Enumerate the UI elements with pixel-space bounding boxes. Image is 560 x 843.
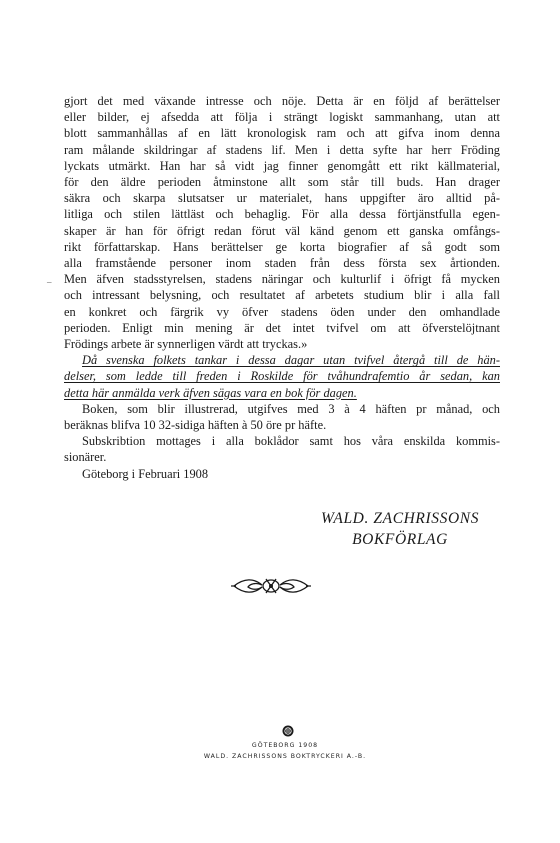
text-line: säkra och skarpa slutsatser ur materialet, hans uppgifter äro alltid på- — [64, 191, 500, 206]
ornament-icon — [230, 574, 312, 598]
text-line: Subskribtion mottages i alla boklådor samt hos våra enskilda kommis- — [82, 434, 500, 449]
dateline-text: Göteborg i Februari 1908 — [82, 466, 209, 481]
dateline — [64, 466, 500, 482]
text-line: och intressant belysning, och resultatet af arbetets studium blir i alla fall — [64, 288, 500, 303]
printer-imprint — [150, 740, 420, 762]
text-line: en konkret och färgrik vy öfver stadens öden under den omhandlade — [64, 304, 500, 319]
text-line: beräknas blifva 10 32-sidiga häften à 50 öre pr häfte. — [64, 418, 327, 433]
text-line: litliga och stilen lättläst och behaglig. För alla dessa förtjänstfulla egen- — [64, 207, 500, 222]
text-line: eller bilder, ej afsedda att följa i strängt logiskt sammanhang, utan att — [64, 110, 500, 125]
publisher-name: WALD. ZACHRISSONS — [320, 510, 480, 527]
text-line: perioden. Enligt min mening är det intet tvifvel om att öfverstelöjtnant — [64, 320, 500, 335]
quote-line: Då svenska folkets tankar i dessa dagar utan tvifvel återgå till de hän- — [82, 353, 500, 368]
text-line: rikt författarskap. Hans berättelser ge korta biografier af så godt som — [64, 239, 500, 254]
publication-paragraph — [64, 401, 500, 433]
publisher-signature — [290, 508, 510, 550]
margin-mark: _ — [47, 274, 52, 284]
text-line: blott sammanhållas af en lätt kronologisk ram och att gifva inom denna — [64, 126, 500, 141]
body-paragraph — [64, 93, 500, 352]
subscription-paragraph — [64, 433, 500, 465]
imprint-printer: WALD. ZACHRISSONS BOKTRYCKERI A.-B. — [203, 753, 367, 760]
quote-paragraph — [64, 352, 500, 401]
text-line: lyckats utmärkt. Han har så vidt jag finner genomgått ett rikt källmaterial, — [64, 158, 500, 173]
text-line: sionärer. — [64, 450, 107, 465]
imprint-place-year: GÖTEBORG 1908 — [251, 742, 319, 749]
printer-emblem-icon — [282, 725, 294, 737]
quote-line: detta här anmälda verk äfven sägas vara en bok för dagen. — [64, 385, 357, 400]
text-line: alla framstående personer inom staden från dess första sex årtionden. — [64, 256, 500, 271]
text-line: gjort det med växande intresse och nöje. Detta är en följd af berättelser — [64, 94, 500, 108]
quote-line: delser, som ledde till freden i Roskilde för tvåhundrafemtio år sedan, kan — [64, 369, 500, 384]
text-line: Frödings arbete är synnerligen värdt att tryckas.» — [64, 337, 308, 352]
text-line: ram målande skildringar af stadens lif. Men i detta syfte har herr Fröding — [64, 142, 500, 157]
text-line: skaper är han för öfrigt redan förut väl känd genom ett ganska omfångs- — [64, 223, 500, 238]
text-line: för den äldre perioden åtminstone allt som står till buds. Han drager — [64, 175, 500, 190]
page-text — [64, 93, 500, 482]
publisher-division: BOKFÖRLAG — [352, 531, 448, 548]
text-line: Boken, som blir illustrerad, utgifves med 3 à 4 häften pr månad, och — [82, 401, 500, 416]
text-line: Men äfven stadsstyrelsen, stadens näringar och kulturlif i öfrigt få mycken — [64, 272, 500, 287]
